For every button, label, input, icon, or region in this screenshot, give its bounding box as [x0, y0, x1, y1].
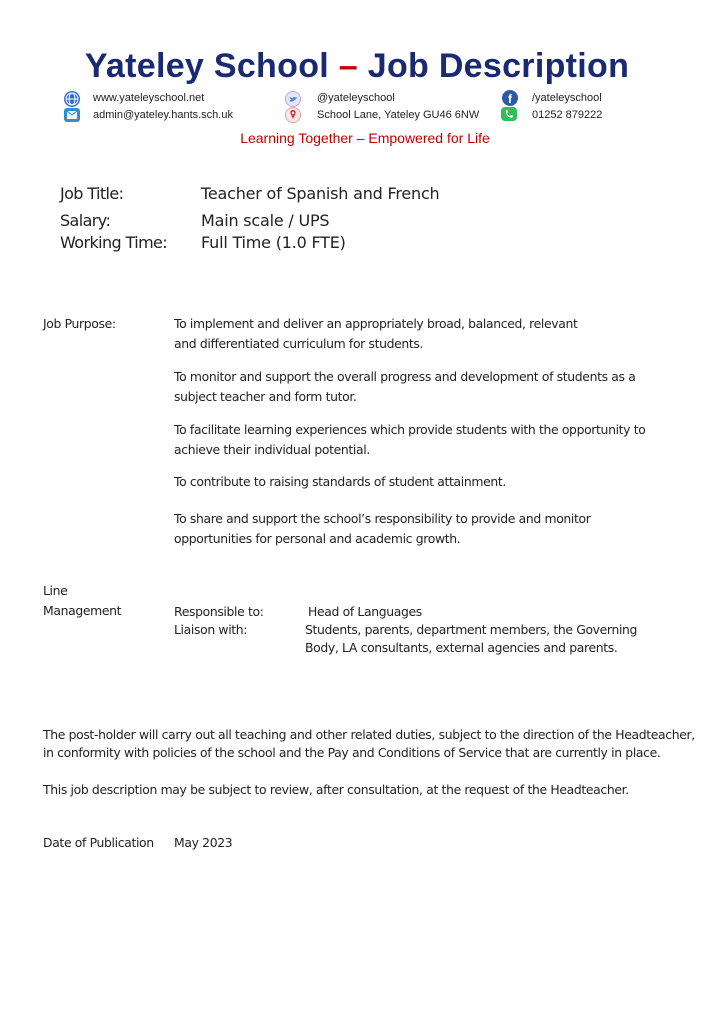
review-paragraph: This job description may be subject to review, after consultation, at the request of the Headteacher.	[43, 782, 629, 797]
responsible-to-label: Responsible to:	[174, 604, 264, 619]
purpose-paragraph-1	[174, 314, 694, 354]
date-value: May 2023	[174, 835, 233, 850]
title-school: Yateley School	[84, 47, 330, 85]
globe-icon	[64, 91, 80, 107]
liaison-with-label: Liaison with:	[174, 622, 248, 637]
purpose-paragraph-5	[174, 509, 694, 549]
purpose-paragraph-3	[174, 420, 694, 460]
purpose-paragraph-2	[174, 367, 694, 407]
facebook-icon	[502, 90, 518, 106]
purpose-p2-line1: To monitor and support the overall progress and development of students as a	[174, 369, 636, 384]
date-label: Date of Publication	[43, 835, 154, 850]
phone-number: 01252 879222	[532, 109, 603, 121]
liaison-with-value	[305, 621, 637, 657]
working-time-value: Full Time (1.0 FTE)	[201, 233, 346, 252]
duties-line1: The post-holder will carry out all teaching and other related duties, subject to the direction of the Headteacher,	[43, 727, 695, 742]
salary-value: Main scale / UPS	[201, 211, 330, 230]
purpose-p3-line2: achieve their individual potential.	[174, 442, 370, 457]
purpose-p5-line2: opportunities for personal and academic growth.	[174, 531, 461, 546]
location-pin-icon	[285, 107, 301, 123]
phone-icon	[501, 107, 517, 121]
duties-paragraph	[43, 726, 695, 762]
twitter-handle[interactable]: @yateleyschool	[317, 92, 395, 104]
twitter-icon	[285, 91, 301, 107]
duties-line2: in conformity with policies of the school and the Pay and Conditions of Service that are currently in place.	[43, 745, 661, 760]
website-link[interactable]: www.yateleyschool.net	[93, 92, 205, 104]
tagline: Learning Together – Empowered for Life	[240, 130, 490, 146]
page-title	[0, 47, 714, 86]
purpose-p1-line2: and differentiated curriculum for students.	[174, 336, 424, 351]
purpose-p3-line1: To facilitate learning experiences which provide students with the opportunity to	[174, 422, 646, 437]
line-management-label-line2: Management	[43, 603, 122, 618]
facebook-handle[interactable]: /yateleyschool	[532, 92, 602, 104]
email-link[interactable]: admin@yateley.hants.sch.uk	[93, 109, 233, 121]
purpose-p5-line1: To share and support the school’s responsibility to provide and monitor	[174, 511, 591, 526]
liaison-line2: Body, LA consultants, external agencies and parents.	[305, 640, 618, 655]
line-management-label	[43, 581, 121, 621]
title-dash: –	[338, 47, 358, 85]
purpose-p2-line2: subject teacher and form tutor.	[174, 389, 357, 404]
working-time-label: Working Time:	[60, 233, 168, 252]
svg-text:f: f	[508, 92, 512, 106]
job-title-label: Job Title:	[60, 184, 124, 203]
liaison-line1: Students, parents, department members, the Governing	[305, 622, 638, 637]
salary-label: Salary:	[60, 211, 111, 230]
purpose-p1-line1: To implement and deliver an appropriately broad, balanced, relevant	[174, 316, 578, 331]
job-title-value: Teacher of Spanish and French	[201, 184, 440, 203]
purpose-paragraph-4: To contribute to raising standards of student attainment.	[174, 474, 506, 489]
job-purpose-label: Job Purpose:	[43, 316, 116, 331]
line-management-label-line1: Line	[43, 583, 68, 598]
responsible-to-value: Head of Languages	[308, 604, 422, 619]
title-doc: Job Description	[367, 47, 630, 85]
address: School Lane, Yateley GU46 6NW	[317, 109, 480, 121]
email-icon	[64, 108, 80, 122]
